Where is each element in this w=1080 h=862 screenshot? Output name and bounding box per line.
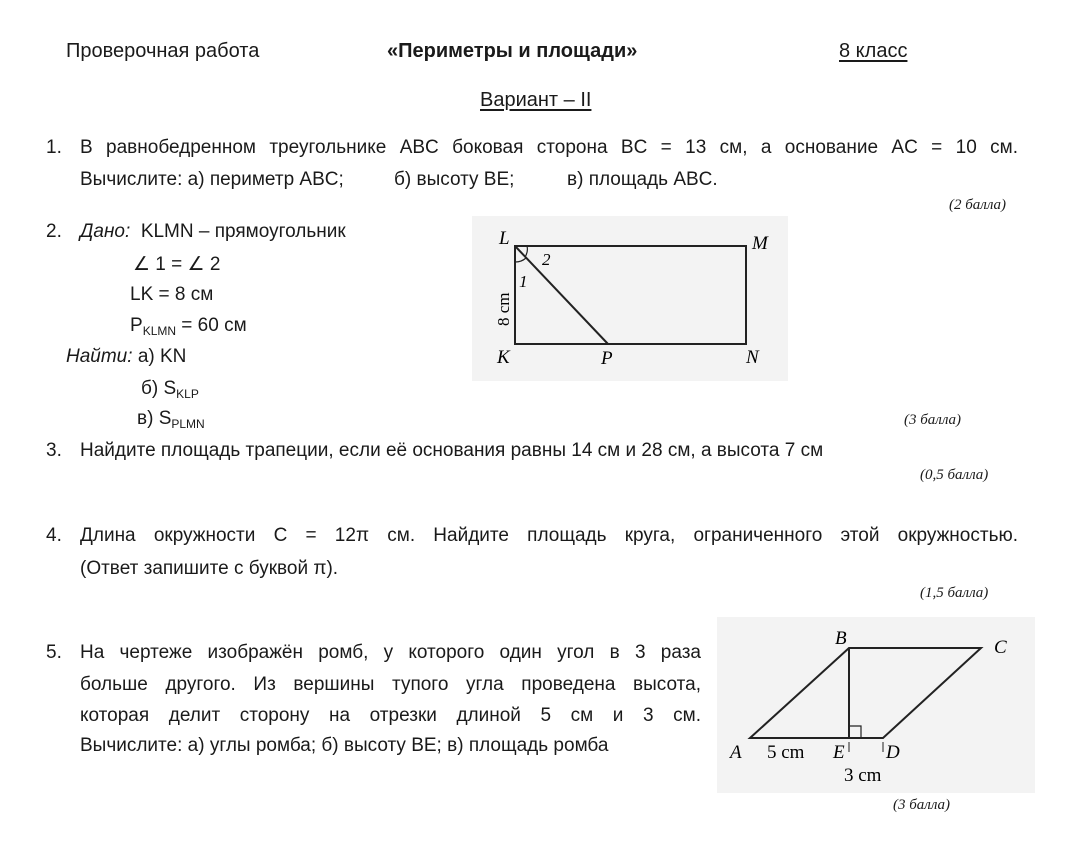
- task2-perimeter: [130, 315, 247, 338]
- task1-number: 1.: [46, 137, 62, 158]
- task2-find-c: [137, 408, 205, 431]
- rectangle-diagram: [472, 216, 788, 381]
- task2-lk: LK = 8 см: [130, 284, 214, 305]
- task4-points: (1,5 балла): [920, 585, 989, 601]
- rhombus-figure: [717, 617, 1035, 793]
- task2-find-label: Найти:: [66, 346, 133, 367]
- ed-length-label: 3 cm: [844, 765, 882, 786]
- vertex-l: L: [499, 228, 510, 249]
- vertex-a: A: [730, 742, 742, 763]
- vertex-e: E: [833, 742, 845, 763]
- task2-given: [80, 221, 346, 243]
- variant-label: Вариант – II: [480, 89, 592, 111]
- task2-angle-eq: ∠ 1 = ∠ 2: [133, 254, 221, 275]
- find-c-symbol: в) S: [137, 408, 172, 429]
- perimeter-value: = 60 см: [176, 315, 247, 336]
- vertex-k: K: [497, 347, 510, 368]
- task2-points: (3 балла): [904, 412, 962, 428]
- find-b-symbol: б) S: [141, 378, 177, 399]
- vertex-d: D: [886, 742, 900, 763]
- task5-line3: [80, 705, 701, 727]
- task5-line4: Вычислите: а) углы ромба; б) высоту BE; в) площадь ромба: [80, 735, 609, 756]
- task2-given-label: Дано:: [80, 221, 131, 242]
- ae-length-label: 5 cm: [767, 742, 805, 763]
- task5-number: 5.: [46, 642, 62, 663]
- task3-number: 3.: [46, 440, 62, 461]
- task4-line1: [80, 525, 1018, 547]
- vertex-c: C: [994, 637, 1007, 658]
- angle-arc-2: [525, 246, 527, 257]
- task5-line3-text: которая делит сторону на отрезки длиной 5 см и 3 см.: [80, 705, 701, 726]
- task4-line1-text: Длина окружности C = 12π см. Найдите площадь круга, ограниченного этой окружностью.: [80, 525, 1018, 546]
- angle-label-2: 2: [542, 250, 551, 269]
- task1-line2b: б) высоту BE;: [394, 169, 515, 190]
- task1-line2a: Вычислите: а) периметр ABC;: [80, 169, 344, 190]
- task2-given-text: KLMN – прямоугольник: [140, 221, 346, 242]
- segment-lp: [515, 246, 608, 344]
- side-lk-label: 8 cm: [494, 292, 513, 326]
- task2-find-a: а) KN: [137, 346, 187, 367]
- rectangle-figure: [472, 216, 788, 381]
- find-b-subscript: KLP: [176, 387, 199, 401]
- task1-line1-text: В равнобедренном треугольнике ABC боковая сторона BC = 13 см, а основание AC = 10 см.: [80, 137, 1018, 158]
- task5-line2-text: больше другого. Из вершины тупого угла проведена высота,: [80, 674, 701, 695]
- task1-points: (2 балла): [949, 197, 1007, 213]
- vertex-b: B: [835, 628, 847, 649]
- task1-line1: [80, 137, 1018, 159]
- task4-number: 4.: [46, 525, 62, 546]
- perimeter-symbol: P: [130, 315, 143, 336]
- task5-line1-text: На чертеже изображён ромб, у которого один угол в 3 раза: [80, 642, 701, 663]
- angle-arc-1: [515, 258, 526, 262]
- task3-points: (0,5 балла): [920, 467, 989, 483]
- rhombus-abcd: [750, 648, 981, 738]
- right-angle-mark: [849, 726, 861, 738]
- header-left: Проверочная работа: [66, 40, 260, 62]
- vertex-p: P: [601, 348, 613, 369]
- vertex-m: M: [752, 233, 768, 254]
- task2-find-b: [141, 378, 199, 401]
- angle-label-1: 1: [519, 272, 528, 291]
- rhombus-diagram: [717, 617, 1035, 793]
- task5-line1: [80, 642, 701, 664]
- grade-label: 8 класс: [839, 40, 908, 62]
- task2-number: 2.: [46, 221, 62, 242]
- perimeter-subscript: KLMN: [142, 324, 177, 338]
- task2-find: [66, 346, 186, 368]
- task1-line2c: в) площадь ABC.: [567, 169, 718, 190]
- vertex-n: N: [746, 347, 759, 368]
- task3-text: Найдите площадь трапеции, если её основания равны 14 см и 28 см, а высота 7 см: [80, 440, 824, 461]
- task5-points: (3 балла): [893, 797, 951, 813]
- page-title: «Периметры и площади»: [387, 40, 638, 62]
- task4-line2: (Ответ запишите с буквой π).: [80, 558, 339, 579]
- find-c-subscript: PLMN: [171, 417, 205, 431]
- task5-line2: [80, 674, 701, 696]
